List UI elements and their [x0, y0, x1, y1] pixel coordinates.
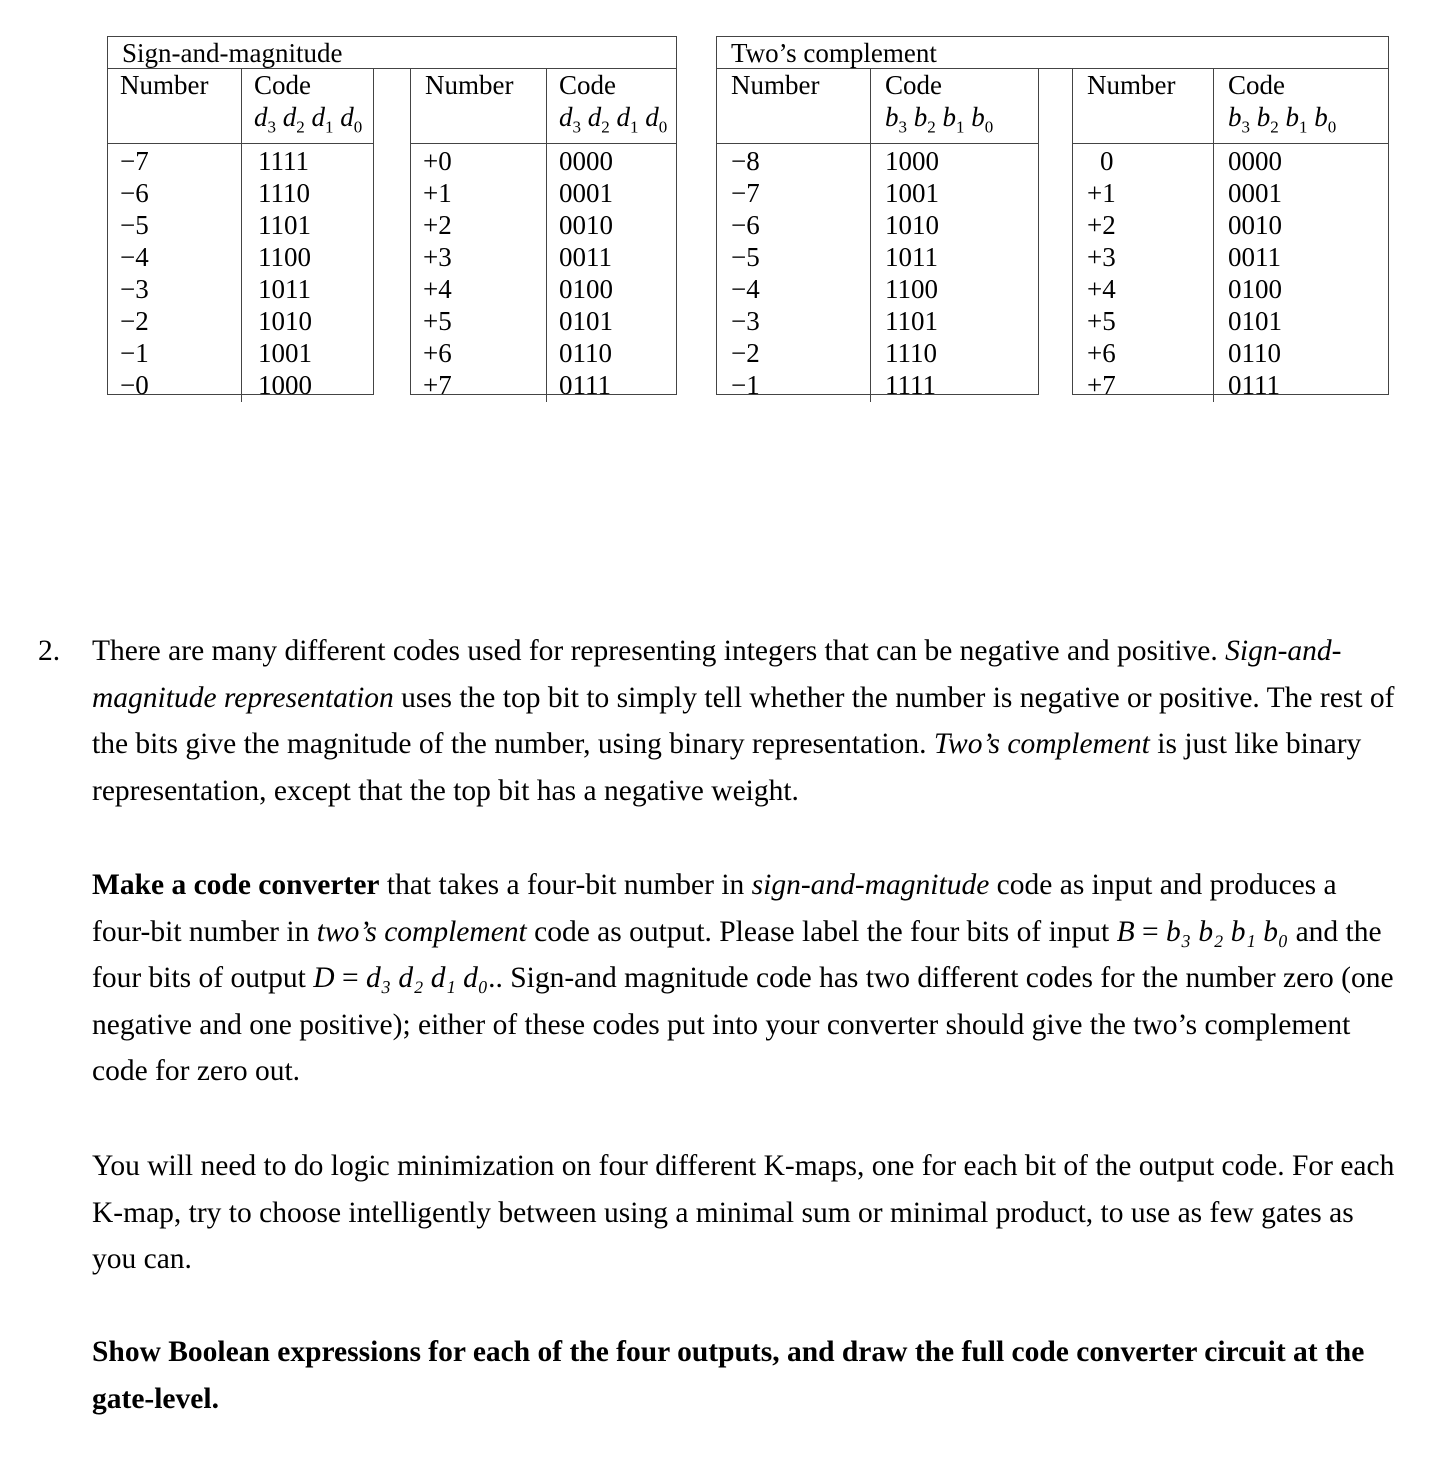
table-cell: +5 — [1087, 305, 1116, 336]
problem-intro-paragraph — [92, 628, 1402, 814]
task-heading: Make a code converter — [92, 869, 380, 901]
table-cell: 0001 — [559, 178, 613, 209]
table-body-row — [717, 144, 1038, 402]
table-cell: 0000 — [1228, 146, 1282, 177]
table-cell: −3 — [731, 305, 760, 336]
output-bits: d₃ d₂ d₁ d₀ — [365, 962, 489, 995]
term-twos-complement: Two’s complement — [933, 728, 1150, 761]
table-cell: −1 — [120, 337, 149, 368]
table-cell: 1101 — [885, 305, 938, 336]
table-cell: +6 — [423, 337, 452, 368]
numbers-column — [1073, 144, 1214, 402]
table-header-row — [1073, 69, 1388, 144]
table-cell: 1010 — [258, 305, 312, 336]
codes-column — [871, 144, 1039, 402]
output-variable: D — [313, 962, 335, 995]
text-run: = — [1134, 915, 1167, 948]
text-run: is just like binary representation, except that the top bit has a negative weight. — [92, 728, 1362, 807]
table-cell: −7 — [731, 178, 760, 209]
table-cell: 0100 — [559, 274, 613, 305]
table-cell: +6 — [1087, 337, 1116, 368]
table-cell: 0010 — [559, 210, 613, 241]
bit-labels: $d_3$ $d_2$ $d_1$ $d_0$ — [254, 102, 363, 137]
tc-left-table — [717, 69, 1038, 402]
table-cell: +2 — [1087, 210, 1116, 241]
table-cell: −5 — [120, 210, 149, 241]
bit-labels: $b_3$ $b_2$ $b_1$ $b_0$ — [885, 102, 994, 137]
number-header-text: Number — [731, 70, 820, 100]
twos-complement-table-left — [716, 69, 1039, 400]
table-title-text: Two’s complement — [731, 38, 937, 68]
text-run: .. Sign-and magnitude code has two different codes for the number zero (one negative and one positive); either of these codes put into your converter should give the two’s complement code for zero out. — [92, 962, 1394, 1088]
code-header — [871, 69, 1039, 144]
table-cell: 0101 — [559, 305, 613, 336]
tc-right-table — [1073, 69, 1388, 402]
input-variable: B — [1116, 915, 1135, 948]
bit-labels: $d_3$ $d_2$ $d_1$ $d_0$ — [559, 102, 668, 137]
table-cell: +1 — [423, 178, 452, 209]
table-cell: +4 — [1087, 274, 1116, 305]
table-cell: −1 — [731, 369, 760, 400]
numbers-column — [411, 144, 547, 402]
text-run: code as input and produces a four-bit number in — [92, 869, 1337, 948]
code-header — [547, 69, 677, 144]
kmap-instructions-paragraph: You will need to do logic minimization on four different K-maps, one for each bit of the output code. For each K-map, try to choose intelligently between using a minimal sum or minimal product, to use as few gates as you can. — [92, 1150, 1395, 1276]
table-cell: +4 — [423, 274, 452, 305]
table-cell: 1011 — [885, 242, 938, 273]
sign-magnitude-table-left — [107, 69, 374, 400]
table-cell: 1010 — [885, 210, 939, 241]
code-header-text: Code — [559, 70, 616, 100]
table-cell: −4 — [731, 274, 760, 305]
table-cell: +5 — [423, 305, 452, 336]
table-cell: 0111 — [559, 369, 611, 400]
number-header — [1073, 69, 1214, 144]
code-header — [242, 69, 374, 144]
table-cell: 1111 — [258, 146, 309, 177]
code-header-text: Code — [1228, 70, 1285, 100]
table-cell: −6 — [731, 210, 760, 241]
table-cell: −5 — [731, 242, 760, 273]
table-header-row — [108, 69, 373, 144]
table-cell: 0 — [1100, 146, 1114, 177]
problem-number: 2. — [38, 635, 61, 667]
table-body-row — [1073, 144, 1388, 402]
numbers-column — [108, 144, 242, 402]
table-cell: 0011 — [1228, 242, 1281, 273]
text-run: and the four bits of output — [92, 915, 1382, 995]
table-cell: −0 — [120, 369, 149, 400]
table-cell: 1001 — [885, 178, 939, 209]
table-cell: +0 — [423, 146, 452, 177]
table-cell: 1101 — [258, 210, 311, 241]
numbers-column — [717, 144, 871, 402]
table-cell: −4 — [120, 242, 149, 273]
table-cell: 0011 — [559, 242, 612, 273]
table-cell: 0110 — [559, 337, 612, 368]
codes-column — [547, 144, 677, 402]
number-header-text: Number — [1087, 70, 1176, 100]
table-cell: 0111 — [1228, 369, 1280, 400]
table-cell: +7 — [1087, 369, 1116, 400]
table-cell: +1 — [1087, 178, 1116, 209]
deliverables-paragraph: Show Boolean expressions for each of the four outputs, and draw the full code converter circuit at the gate-level. — [92, 1336, 1365, 1415]
table-header-row — [411, 69, 676, 144]
text-run: uses the top bit to simply tell whether the number is negative or positive. The rest of the bits give the magnitude of the number, using binary representation. — [92, 681, 1395, 761]
table-cell: −3 — [120, 274, 149, 305]
table-cell: 0110 — [1228, 337, 1281, 368]
sm-left-table — [108, 69, 373, 402]
text-run: code as output. Please label the four bits of input — [526, 915, 1117, 948]
table-cell: 0001 — [1228, 178, 1282, 209]
table-cell: −6 — [120, 178, 149, 209]
sign-magnitude-table-title — [107, 36, 677, 69]
table-cell: −7 — [120, 146, 149, 177]
codes-column — [242, 144, 374, 402]
term-sign-and-magnitude: sign-and-magnitude — [751, 869, 990, 901]
codes-column — [1214, 144, 1389, 402]
table-body-row — [411, 144, 676, 402]
table-cell: +2 — [423, 210, 452, 241]
table-cell: 0000 — [559, 146, 613, 177]
table-cell: +3 — [1087, 242, 1116, 273]
number-header — [108, 69, 242, 144]
table-cell: 1110 — [885, 337, 937, 368]
twos-complement-table-title — [716, 36, 1389, 69]
table-cell: 1100 — [885, 274, 938, 305]
text-run: = — [334, 962, 366, 995]
table-cell: 0010 — [1228, 210, 1282, 241]
table-cell: 1000 — [885, 146, 939, 177]
text-run: that takes a four-bit number in — [379, 869, 752, 901]
table-body-row — [108, 144, 373, 402]
term-twos-complement: two’s complement — [316, 915, 527, 948]
table-cell: 1011 — [258, 274, 311, 305]
code-header — [1214, 69, 1389, 144]
sm-right-table — [411, 69, 676, 402]
bit-labels: $b_3$ $b_2$ $b_1$ $b_0$ — [1228, 102, 1337, 137]
task-paragraph — [92, 862, 1402, 1095]
number-header-text: Number — [425, 70, 514, 100]
table-cell: +3 — [423, 242, 452, 273]
term-sign-and-magnitude: Sign-and-magnitude representation — [92, 635, 1342, 714]
code-header-text: Code — [885, 70, 942, 100]
number-header — [411, 69, 547, 144]
table-cell: −2 — [120, 305, 149, 336]
table-cell: 0100 — [1228, 274, 1282, 305]
table-cell: 1110 — [258, 178, 310, 209]
table-title-text: Sign-and-magnitude — [122, 38, 343, 68]
table-cell: 1111 — [885, 369, 936, 400]
input-bits: b₃ b₂ b₁ b₀ — [1166, 915, 1289, 948]
number-header — [717, 69, 871, 144]
twos-complement-table-right — [1072, 69, 1389, 400]
table-cell: +7 — [423, 369, 452, 400]
table-cell: −2 — [731, 337, 760, 368]
text-run: There are many different codes used for representing integers that can be negative and positive. — [92, 635, 1226, 667]
table-cell: 1000 — [258, 369, 312, 400]
table-cell: 0101 — [1228, 305, 1282, 336]
table-cell: 1001 — [258, 337, 312, 368]
number-header-text: Number — [120, 70, 209, 100]
table-cell: 1100 — [258, 242, 311, 273]
code-header-text: Code — [254, 70, 311, 100]
sign-magnitude-table-right — [410, 69, 677, 400]
table-cell: −8 — [731, 146, 760, 177]
table-header-row — [717, 69, 1038, 144]
